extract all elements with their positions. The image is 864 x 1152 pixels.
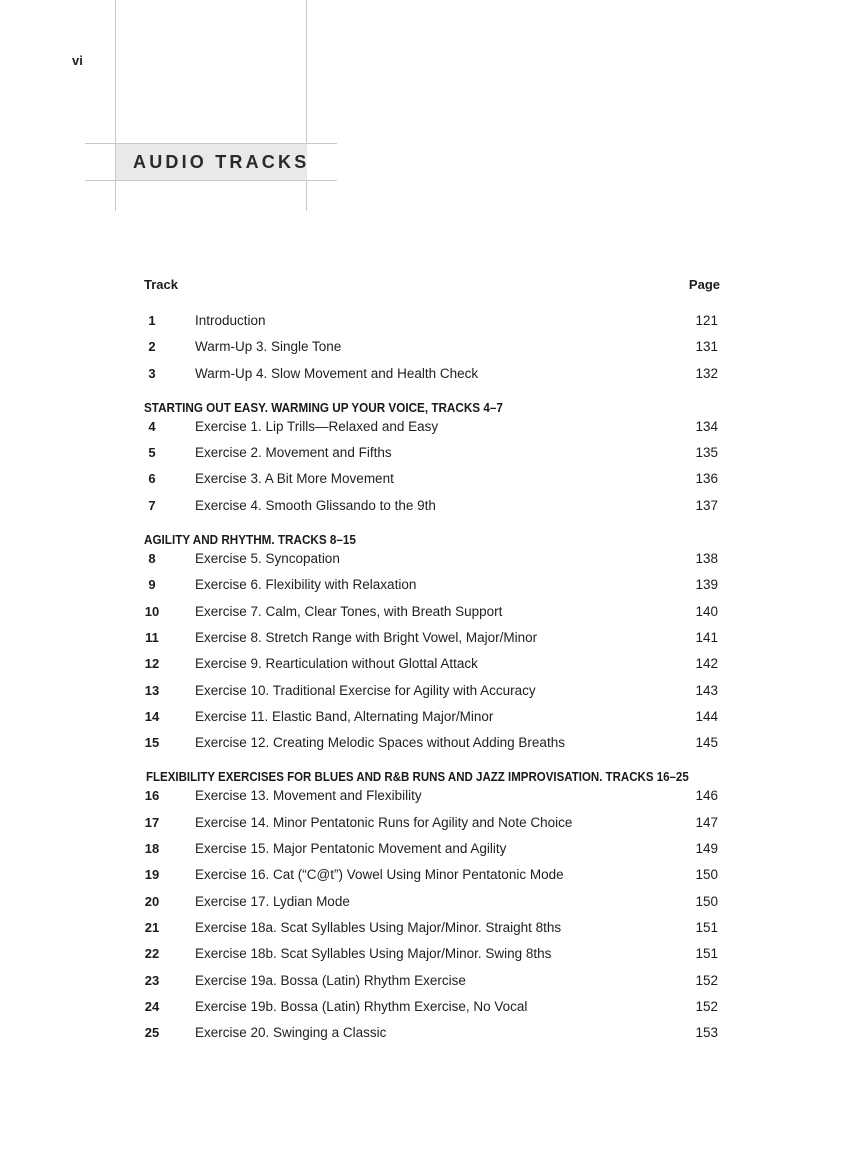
track-number: 13 bbox=[144, 682, 160, 698]
track-number: 25 bbox=[144, 1025, 160, 1041]
track-number: 6 bbox=[148, 471, 156, 487]
track-row bbox=[144, 575, 720, 601]
track-page: 151 bbox=[695, 946, 718, 962]
track-title: Exercise 6. Flexibility with Relaxation bbox=[195, 577, 417, 593]
track-row bbox=[144, 681, 720, 707]
track-row bbox=[144, 602, 720, 628]
track-page: 137 bbox=[695, 497, 718, 513]
track-page: 138 bbox=[695, 551, 718, 567]
column-header-track: Track bbox=[144, 277, 178, 292]
track-number: 11 bbox=[145, 629, 159, 645]
track-number: 14 bbox=[144, 708, 160, 724]
track-row bbox=[144, 549, 720, 575]
track-page: 134 bbox=[695, 418, 718, 434]
track-title: Introduction bbox=[195, 313, 266, 328]
track-title: Exercise 10. Traditional Exercise for Agility with Accuracy bbox=[195, 682, 536, 698]
track-row bbox=[144, 733, 720, 759]
track-page: 142 bbox=[695, 656, 718, 672]
track-row bbox=[144, 944, 720, 970]
track-title: Exercise 12. Creating Melodic Spaces without Adding Breaths bbox=[195, 735, 565, 751]
track-number: 20 bbox=[144, 893, 160, 909]
track-page: 132 bbox=[695, 365, 718, 381]
track-title: Exercise 13. Movement and Flexibility bbox=[195, 788, 422, 804]
track-title: Exercise 9. Rearticulation without Glottal Attack bbox=[195, 656, 478, 672]
track-number: 9 bbox=[148, 577, 156, 593]
track-number: 23 bbox=[144, 972, 160, 988]
track-number: 18 bbox=[144, 841, 160, 857]
track-row bbox=[144, 997, 720, 1023]
track-page: 152 bbox=[695, 998, 718, 1014]
track-row bbox=[144, 865, 720, 891]
track-title: Warm-Up 3. Single Tone bbox=[195, 339, 342, 355]
track-row bbox=[144, 918, 720, 944]
track-page: 143 bbox=[695, 682, 718, 698]
track-page: 136 bbox=[695, 471, 718, 487]
track-title: Exercise 2. Movement and Fifths bbox=[195, 445, 392, 461]
track-number: 16 bbox=[144, 788, 160, 804]
section-heading: STARTING OUT EASY. WARMING UP YOUR VOICE, TRACKS 4–7 bbox=[144, 399, 503, 415]
track-page: 152 bbox=[695, 972, 718, 988]
track-number: 5 bbox=[148, 445, 156, 461]
track-title: Exercise 4. Smooth Glissando to the 9th bbox=[195, 497, 436, 513]
track-title: Exercise 18a. Scat Syllables Using Major/Minor. Straight 8ths bbox=[195, 919, 562, 935]
track-row bbox=[144, 892, 720, 918]
track-page: 149 bbox=[695, 841, 718, 857]
track-title: Exercise 11. Elastic Band, Alternating Major/Minor bbox=[195, 708, 494, 724]
track-row bbox=[144, 813, 720, 839]
track-row bbox=[144, 628, 720, 654]
track-list bbox=[144, 311, 720, 1049]
track-row bbox=[144, 786, 720, 812]
track-title: Exercise 17. Lydian Mode bbox=[195, 893, 350, 909]
section-heading: FLEXIBILITY EXERCISES FOR BLUES AND R&B RUNS AND JAZZ IMPROVISATION. TRACKS 16–25 bbox=[146, 769, 689, 785]
track-number: 10 bbox=[144, 603, 160, 619]
track-title: Exercise 1. Lip Trills—Relaxed and Easy bbox=[195, 418, 439, 434]
track-number: 1 bbox=[148, 313, 156, 328]
page-folio: vi bbox=[72, 53, 83, 68]
track-title: Exercise 5. Syncopation bbox=[195, 551, 340, 567]
track-title: Exercise 19b. Bossa (Latin) Rhythm Exercise, No Vocal bbox=[195, 998, 528, 1014]
track-row bbox=[144, 654, 720, 680]
track-title: Warm-Up 4. Slow Movement and Health Check bbox=[195, 365, 479, 381]
track-title: Exercise 18b. Scat Syllables Using Major/Minor. Swing 8ths bbox=[195, 946, 552, 962]
track-page: 131 bbox=[695, 339, 718, 355]
track-row bbox=[144, 971, 720, 997]
track-page: 139 bbox=[695, 577, 718, 593]
track-number: 22 bbox=[144, 946, 160, 962]
header-rule-bottom bbox=[85, 180, 337, 181]
track-row bbox=[144, 443, 720, 469]
track-number: 7 bbox=[148, 497, 156, 513]
track-page: 140 bbox=[695, 603, 718, 619]
track-row bbox=[144, 707, 720, 733]
track-page: 145 bbox=[695, 735, 718, 751]
track-number: 8 bbox=[148, 551, 156, 567]
track-row bbox=[144, 469, 720, 495]
track-row bbox=[144, 417, 720, 443]
track-number: 19 bbox=[144, 867, 160, 883]
track-number: 24 bbox=[144, 998, 160, 1014]
track-title: Exercise 15. Major Pentatonic Movement and Agility bbox=[195, 841, 507, 857]
track-page: 144 bbox=[695, 708, 718, 724]
track-page: 141 bbox=[695, 629, 718, 645]
track-page: 121 bbox=[695, 313, 718, 328]
track-page: 150 bbox=[695, 867, 718, 883]
column-header-page: Page bbox=[688, 277, 720, 292]
track-title: Exercise 7. Calm, Clear Tones, with Breath Support bbox=[195, 603, 503, 619]
track-number: 3 bbox=[148, 365, 156, 381]
track-row bbox=[144, 496, 720, 522]
track-number: 21 bbox=[144, 919, 160, 935]
track-number: 17 bbox=[144, 814, 160, 830]
track-title: Exercise 3. A Bit More Movement bbox=[195, 471, 394, 487]
page-title: AUDIO TRACKS bbox=[133, 152, 310, 172]
track-row bbox=[144, 311, 720, 337]
track-title: Exercise 8. Stretch Range with Bright Vowel, Major/Minor bbox=[195, 629, 538, 645]
track-page: 150 bbox=[695, 893, 718, 909]
track-number: 15 bbox=[144, 735, 160, 751]
section-heading: AGILITY AND RHYTHM. TRACKS 8–15 bbox=[144, 532, 356, 548]
track-title: Exercise 19a. Bossa (Latin) Rhythm Exercise bbox=[195, 972, 466, 988]
track-number: 2 bbox=[148, 339, 156, 355]
track-title: Exercise 14. Minor Pentatonic Runs for Agility and Note Choice bbox=[195, 814, 573, 830]
track-page: 135 bbox=[695, 445, 718, 461]
track-row bbox=[144, 364, 720, 390]
track-title: Exercise 20. Swinging a Classic bbox=[195, 1025, 387, 1041]
track-title: Exercise 16. Cat (“C@t”) Vowel Using Minor Pentatonic Mode bbox=[195, 867, 564, 883]
track-page: 146 bbox=[695, 788, 718, 804]
track-row bbox=[144, 1023, 720, 1049]
track-page: 147 bbox=[695, 814, 718, 830]
track-page: 151 bbox=[695, 919, 718, 935]
track-number: 4 bbox=[148, 418, 156, 434]
track-number: 12 bbox=[144, 656, 160, 672]
track-row bbox=[144, 839, 720, 865]
track-page: 153 bbox=[695, 1025, 718, 1041]
track-row bbox=[144, 337, 720, 363]
